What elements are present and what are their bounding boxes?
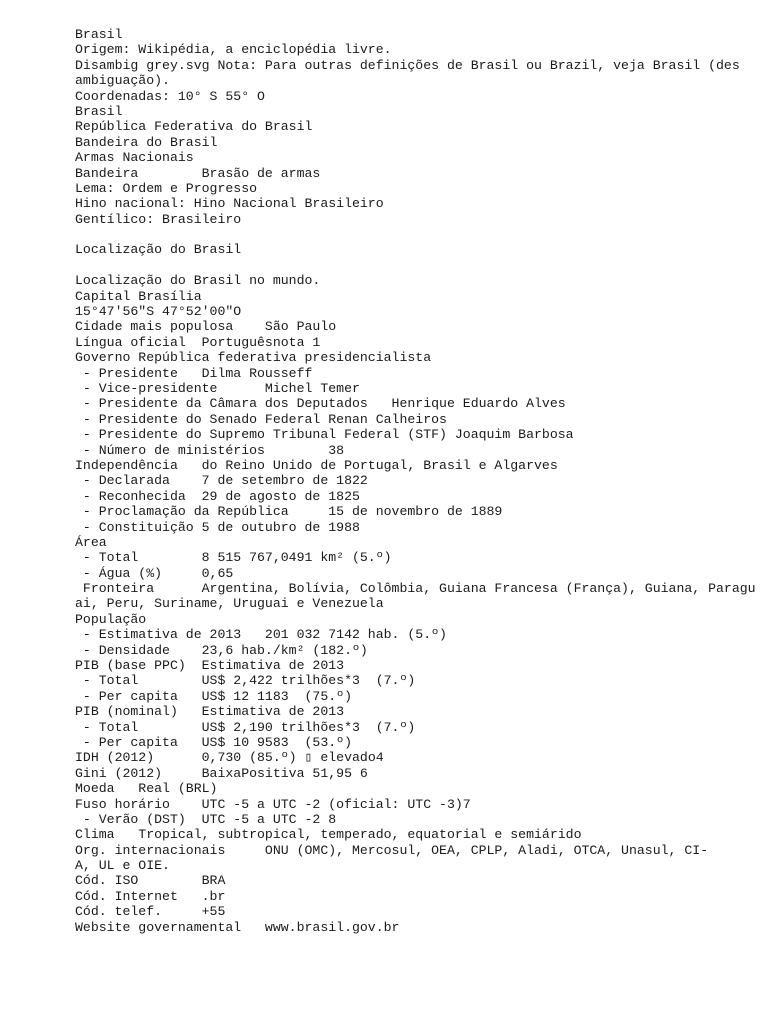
doc-line: - Reconhecida 29 de agosto de 1825 (75, 488, 360, 504)
doc-line: Independência do Reino Unido de Portugal, Brasil e Algarves (75, 457, 558, 473)
doc-line: - Vice-presidente Michel Temer (75, 380, 360, 396)
doc-line: 15°47'56"S 47°52'00"O (75, 304, 242, 320)
doc-line: ambiguação). (75, 73, 170, 89)
doc-line (75, 227, 745, 242)
doc-line: - Densidade 23,6 hab./km² (182.º) (75, 642, 368, 658)
doc-line: Capital Brasília (75, 288, 202, 304)
doc-line: Cód. telef. +55 (75, 904, 226, 920)
doc-line: - Total 8 515 767,0491 km² (5.º) (75, 550, 392, 566)
doc-line: - Total US$ 2,422 trilhões*3 (7.º) (75, 673, 416, 689)
doc-line: - Constituição 5 de outubro de 1988 (75, 519, 360, 535)
doc-line: - Proclamação da República 15 de novembro de 1889 (75, 504, 503, 520)
doc-line: A, UL e OIE. (75, 858, 170, 874)
doc-line: Coordenadas: 10° S 55° O (75, 88, 265, 104)
doc-line: Gini (2012) BaixaPositiva 51,95 6 (75, 765, 368, 781)
doc-line: - Per capita US$ 12 1183 (75.º) (75, 688, 352, 704)
doc-line (75, 258, 745, 273)
doc-line: - Estimativa de 2013 201 032 7142 hab. (5.º) (75, 627, 447, 643)
doc-line: - Declarada 7 de setembro de 1822 (75, 473, 368, 489)
doc-line: ai, Peru, Suriname, Uruguai e Venezuela (75, 596, 384, 612)
doc-line: - Per capita US$ 10 9583 (53.º) (75, 734, 352, 750)
doc-line: Armas Nacionais (75, 150, 194, 166)
doc-line: Governo República federativa presidencialista (75, 350, 432, 366)
doc-line: Brasil (75, 27, 123, 42)
doc-line: População (75, 611, 147, 627)
doc-line: Hino nacional: Hino Nacional Brasileiro (75, 196, 384, 212)
doc-line: Clima Tropical, subtropical, temperado, equatorial e semiárido (75, 827, 582, 843)
doc-line: Fronteira Argentina, Bolívia, Colômbia, Guiana Francesa (França), Guiana, Paragu (75, 581, 756, 597)
doc-line: Área (75, 534, 107, 550)
doc-line: Cód. Internet .br (75, 888, 226, 904)
doc-line: - Número de ministérios 38 (75, 442, 345, 458)
doc-line: Cód. ISO BRA (75, 873, 226, 889)
doc-line: Disambig grey.svg Nota: Para outras definições de Brasil ou Brazil, veja Brasil (des (75, 57, 740, 73)
doc-line: Brasil (75, 103, 123, 119)
doc-line: - Presidente Dilma Rousseff (75, 365, 313, 381)
doc-line: Gentílico: Brasileiro (75, 211, 242, 227)
doc-line: - Água (%) 0,65 (75, 565, 234, 581)
doc-line: Org. internacionais ONU (OMC), Mercosul, OEA, CPLP, Aladi, OTCA, Unasul, CI- (75, 842, 709, 858)
doc-line: Cidade mais populosa São Paulo (75, 319, 337, 335)
doc-line: Moeda Real (BRL) (75, 781, 218, 797)
doc-line: PIB (nominal) Estimativa de 2013 (75, 704, 345, 720)
doc-line: Lema: Ordem e Progresso (75, 180, 258, 196)
doc-line: IDH (2012) 0,730 (85.º) ▯ elevado4 (75, 750, 384, 766)
doc-line: Localização do Brasil (75, 242, 242, 258)
doc-line: - Total US$ 2,190 trilhões*3 (7.º) (75, 719, 416, 735)
doc-line: PIB (base PPC) Estimativa de 2013 (75, 658, 345, 674)
doc-line: Língua oficial Portuguêsnota 1 (75, 334, 321, 350)
doc-line: Fuso horário UTC -5 a UTC -2 (oficial: UTC -3)7 (75, 796, 471, 812)
doc-line: República Federativa do Brasil (75, 119, 313, 135)
doc-line: - Presidente do Supremo Tribunal Federal (STF) Joaquim Barbosa (75, 427, 574, 443)
doc-line: - Presidente da Câmara dos Deputados Henrique Eduardo Alves (75, 396, 566, 412)
doc-line: - Presidente do Senado Federal Renan Calheiros (75, 411, 447, 427)
doc-line: - Verão (DST) UTC -5 a UTC -2 8 (75, 811, 337, 827)
document-body (75, 27, 756, 935)
doc-line: Website governamental www.brasil.gov.br (75, 919, 400, 935)
doc-line: Origem: Wikipédia, a enciclopédia livre. (75, 42, 392, 58)
doc-line: Bandeira do Brasil (75, 134, 218, 150)
doc-line: Localização do Brasil no mundo. (75, 273, 321, 289)
doc-line: Bandeira Brasão de armas (75, 165, 321, 181)
